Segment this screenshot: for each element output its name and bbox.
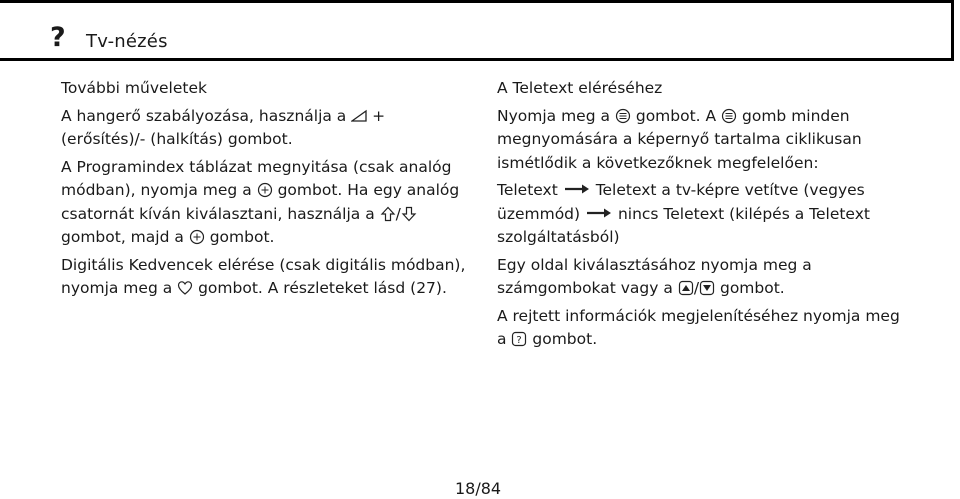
programindex-paragraph: A Programindex táblázat megnyitása (csak analóg módban), nyomja meg a gombot. Ha egy analóg csatornát kíván kiválasztani, használja a / gombot, majd a gombot. bbox=[61, 157, 460, 246]
teletext-paragraph: Nyomja meg a gombot. A gomb minden megnyomására a képernyő tartalma ciklikusan ismétlődik a következőknek megfelelően: bbox=[497, 106, 862, 172]
page-number: 18/84 bbox=[455, 479, 502, 498]
right-section-title: A Teletext eléréséhez bbox=[497, 79, 663, 97]
heart-icon bbox=[177, 280, 193, 296]
header-box bbox=[0, 0, 954, 61]
reveal-paragraph: A rejtett információk megjelenítéséhez nyomja meg a ? gombot. bbox=[497, 306, 900, 348]
favourites-paragraph: Digitális Kedvencek elérése (csak digitális módban), nyomja meg a gombot. A részleteket lásd (27). bbox=[61, 255, 466, 297]
page-title: Tv-nézés bbox=[86, 31, 168, 52]
volume-paragraph: A hangerő szabályozása, használja a + (erősítés)/- (halkítás) gombot. bbox=[61, 106, 386, 148]
svg-text:?: ? bbox=[516, 335, 523, 346]
left-section-title: További műveletek bbox=[61, 79, 207, 97]
teletext-cycle-paragraph: Teletext Teletext a tv-képre vetítve (vegyes üzemmód) nincs Teletext (kilépés a Teletext szolgáltatásból) bbox=[497, 181, 870, 246]
ok-icon bbox=[257, 182, 273, 198]
arrow-up-icon bbox=[380, 206, 396, 222]
arrow-right-icon bbox=[585, 207, 613, 219]
reveal-icon bbox=[511, 331, 527, 347]
left-column bbox=[61, 77, 466, 301]
right-column bbox=[497, 77, 902, 352]
arrow-down-icon bbox=[401, 206, 417, 222]
question-mark-icon: ? bbox=[50, 22, 66, 53]
teletext-icon bbox=[721, 108, 737, 124]
page-select-paragraph: Egy oldal kiválasztásához nyomja meg a számgombokat vagy a / gombot. bbox=[497, 255, 812, 297]
arrow-right-icon bbox=[563, 183, 591, 195]
teletext-icon bbox=[615, 108, 631, 124]
ok-icon bbox=[189, 229, 205, 245]
page-down-icon bbox=[699, 280, 715, 296]
page-up-icon bbox=[678, 280, 694, 296]
volume-icon bbox=[351, 108, 367, 124]
